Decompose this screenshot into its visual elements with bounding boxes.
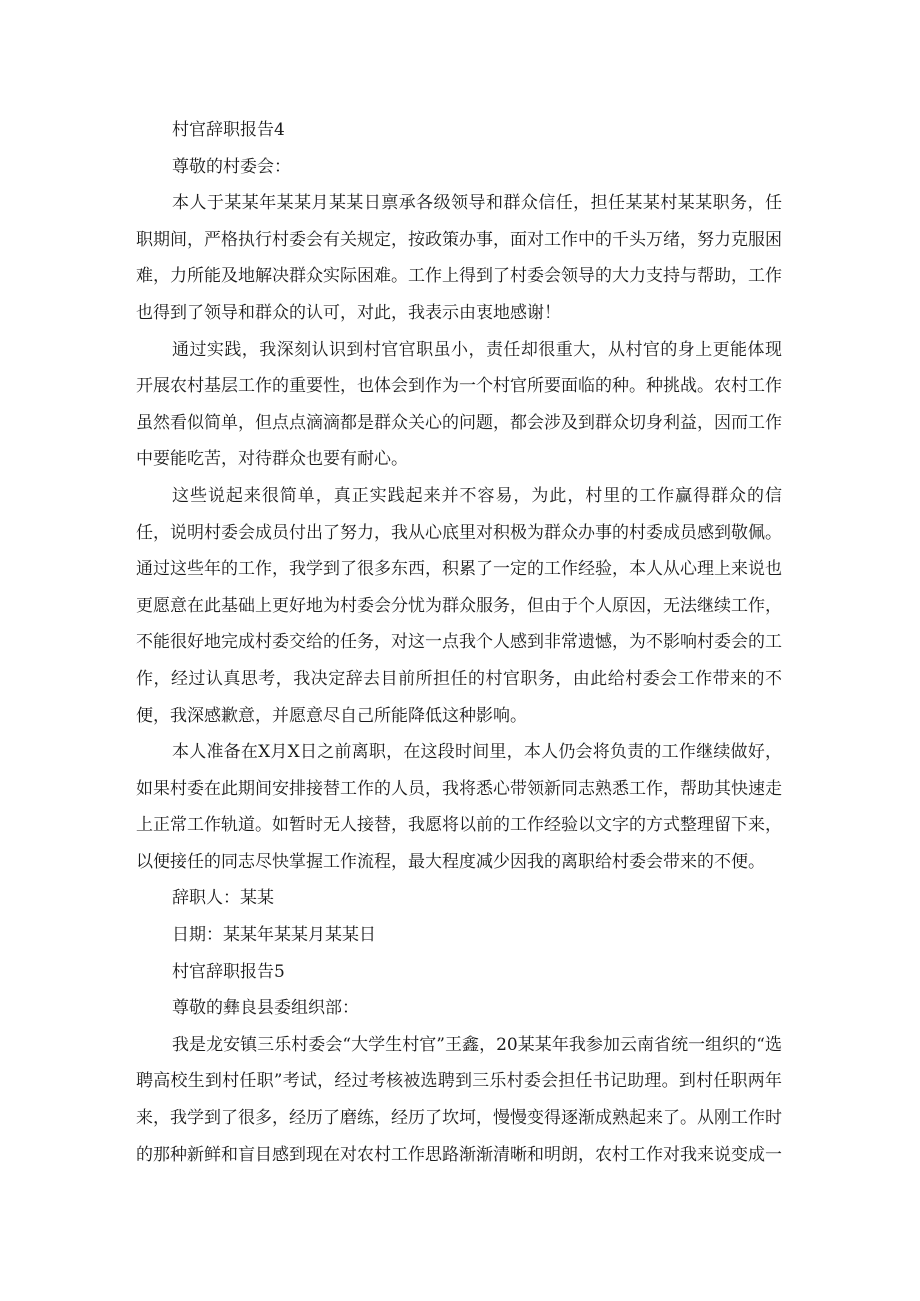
signer: 辞职人：某某: [172, 888, 274, 909]
section-title: 村官辞职报告5: [172, 961, 285, 982]
date: 日期：某某年某某月某某日: [172, 925, 376, 946]
body-paragraph: 本人于某某年某某月某某日禀承各级领导和群众信任，担任某某村某某职务，任职期间，严格执行村委会有关规定，按政策办事，面对工作中的千头万绪，努力克服困难，力所能及地解决群众实际困难。工作上得到了村委会领导的大力支持与帮助，工作也得到了领导和群众的认可，对此，我表示由衷地感谢！: [136, 193, 782, 323]
section-title: 村官辞职报告4: [172, 120, 285, 140]
body-paragraph: 本人准备在X月X日之前离职，在这段时间里，本人仍会将负责的工作继续做好，如果村委在此期间安排接替工作的人员，我将悉心带领新同志熟悉工作，帮助其快速走上正常工作轨道。如暂时无人接替，我愿将以前的工作经验以文字的方式整理留下来，以便接任的同志尽快掌握工作流程，最大程度减少因我的离职给村委会带来的不便。: [136, 742, 782, 872]
body-paragraph: 这些说起来很简单，真正实践起来并不容易，为此，村里的工作赢得群众的信任，说明村委会成员付出了努力，我从心底里对积极为群众办事的村委成员感到敬佩。通过这些年的工作，我学到了很多东西，积累了一定的工作经验，本人从心理上来说也更愿意在此基础上更好地为村委会分忧为群众服务，但由于个人原因，无法继续工作，不能很好地完成村委交给的任务，对这一点我个人感到非常遗憾，为不影响村委会的工作，经过认真思考，我决定辞去目前所担任的村官职务，由此给村委会工作带来的不便，我深感歉意，并愿意尽自己所能降低这种影响。: [136, 485, 782, 726]
salutation: 尊敬的村委会：: [172, 156, 291, 177]
body-paragraph: 我是龙安镇三乐村委会“大学生村官”王鑫，20某某年我参加云南省统一组织的“选聘高校生到村任职”考试，经过考核被选聘到三乐村委会担任书记助理。到村任职两年来，我学到了很多，经历了磨练，经历了坎坷，慢慢变得逐渐成熟起来了。从刚工作时的那种新鲜和盲目感到现在对农村工作思路渐渐清晰和明朗，农村工作对我来说变成一: [136, 1034, 782, 1165]
document-page: [136, 112, 782, 1173]
salutation: 尊敬的彝良县委组织部：: [172, 998, 359, 1019]
body-paragraph: 通过实践，我深刻认识到村官官职虽小，责任却很重大，从村官的身上更能体现开展农村基层工作的重要性，也体会到作为一个村官所要面临的种。种挑战。农村工作虽然看似简单，但点点滴滴都是群众关心的问题，都会涉及到群众切身利益，因而工作中要能吃苦，对待群众也要有耐心。: [136, 339, 782, 470]
